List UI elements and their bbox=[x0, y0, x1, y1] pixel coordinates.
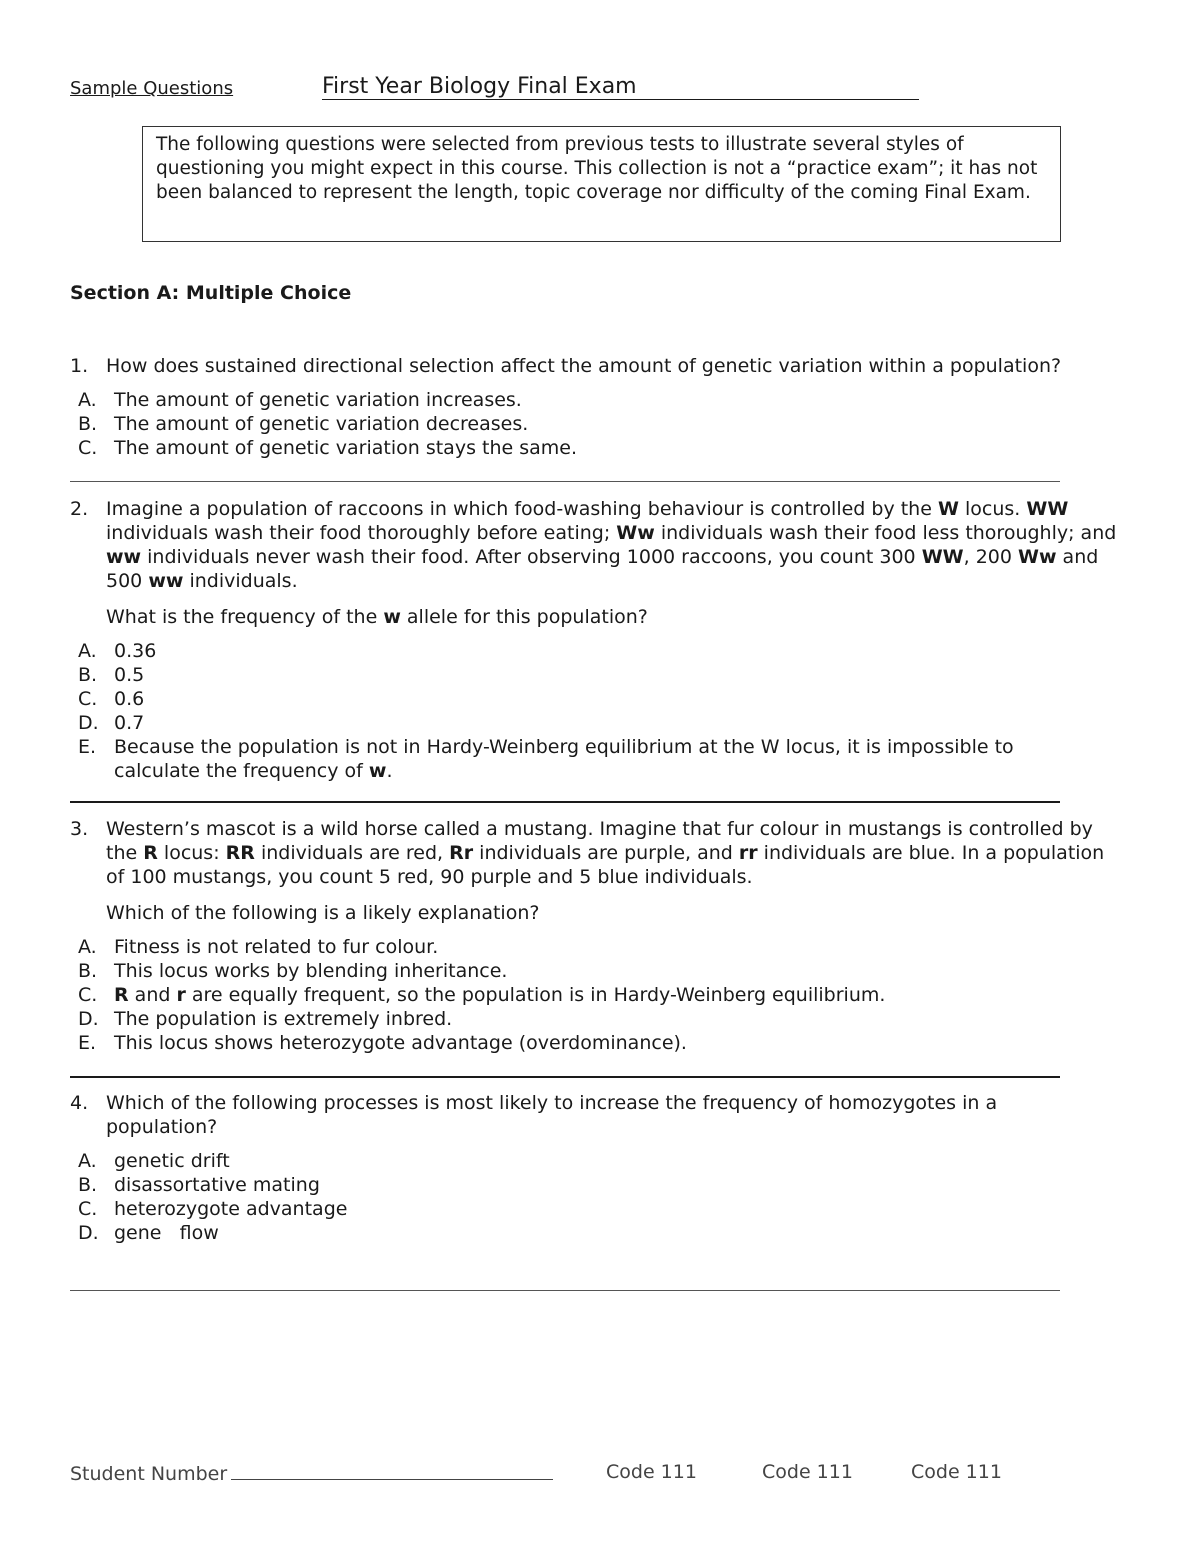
option-label: E. bbox=[78, 1032, 97, 1054]
option-label: A. bbox=[78, 640, 97, 662]
option-d[interactable] bbox=[78, 1221, 1120, 1245]
option-c[interactable] bbox=[78, 436, 1120, 460]
option-a[interactable] bbox=[78, 1149, 1120, 1173]
separator bbox=[70, 1290, 1060, 1291]
option-d[interactable] bbox=[78, 711, 1120, 735]
option-label: C. bbox=[78, 984, 98, 1006]
student-number-field[interactable] bbox=[70, 1461, 553, 1485]
question-2 bbox=[70, 497, 1120, 783]
option-label: C. bbox=[78, 437, 98, 459]
option-label: B. bbox=[78, 960, 98, 982]
question-4 bbox=[70, 1091, 1120, 1245]
option-label: A. bbox=[78, 936, 97, 958]
question-subprompt: Which of the following is a likely explanation? bbox=[106, 902, 540, 924]
option-text: Fitness is not related to fur colour. bbox=[114, 936, 439, 958]
option-text: heterozygote advantage bbox=[114, 1198, 348, 1220]
option-text: The amount of genetic variation increases. bbox=[114, 389, 522, 411]
option-text: genetic drift bbox=[114, 1150, 230, 1172]
code-label-2: Code 111 bbox=[762, 1461, 853, 1483]
question-text: Which of the following processes is most likely to increase the frequency of homozygotes in a population? bbox=[106, 1092, 998, 1138]
option-a[interactable] bbox=[78, 639, 1120, 663]
option-label: C. bbox=[78, 688, 98, 710]
option-text: The amount of genetic variation decreases. bbox=[114, 413, 529, 435]
option-text: 0.6 bbox=[114, 688, 145, 710]
question-number: 1. bbox=[70, 355, 89, 377]
option-c[interactable] bbox=[78, 983, 1120, 1007]
option-label: D. bbox=[78, 712, 99, 734]
option-text: 0.7 bbox=[114, 712, 145, 734]
question-text: Western’s mascot is a wild horse called a mustang. Imagine that fur colour in mustangs is controlled by the R locus: RR individuals are red, Rr individuals are purple, and rr individuals are blue. In a population of 100 mustangs, you count 5 red, 90 purple and 5 blue individuals. bbox=[106, 818, 1105, 888]
option-b[interactable] bbox=[78, 663, 1120, 687]
option-label: B. bbox=[78, 664, 98, 686]
option-text: 0.36 bbox=[114, 640, 157, 662]
question-number: 3. bbox=[70, 818, 89, 840]
options-list bbox=[78, 639, 1120, 783]
option-b[interactable] bbox=[78, 959, 1120, 983]
option-text: disassortative mating bbox=[114, 1174, 320, 1196]
question-number: 4. bbox=[70, 1092, 89, 1114]
option-c[interactable] bbox=[78, 687, 1120, 711]
option-text: The population is extremely inbred. bbox=[114, 1008, 453, 1030]
option-e[interactable] bbox=[78, 735, 1034, 783]
question-1 bbox=[70, 354, 1120, 460]
options-list bbox=[78, 1149, 1120, 1245]
title-underline bbox=[322, 99, 919, 100]
options-list bbox=[78, 388, 1120, 460]
option-label: C. bbox=[78, 1198, 98, 1220]
option-label: A. bbox=[78, 1150, 97, 1172]
intro-text: The following questions were selected from previous tests to illustrate several styles of questioning you might expect in this course. This collection is not a “practice exam”; it has not been balanced to represent the length, topic coverage nor difficulty of the coming Final Exam. bbox=[156, 134, 1038, 203]
option-b[interactable] bbox=[78, 1173, 1120, 1197]
option-d[interactable] bbox=[78, 1007, 1120, 1031]
option-label: A. bbox=[78, 389, 97, 411]
question-3 bbox=[70, 817, 1120, 1055]
student-number-label: Student Number bbox=[70, 1463, 228, 1485]
exam-title: First Year Biology Final Exam bbox=[322, 74, 637, 99]
code-label-1: Code 111 bbox=[606, 1461, 697, 1483]
header-left-label: Sample Questions bbox=[70, 78, 234, 99]
option-label: D. bbox=[78, 1222, 99, 1244]
option-label: E. bbox=[78, 736, 97, 758]
option-a[interactable] bbox=[78, 935, 1120, 959]
question-subprompt: What is the frequency of the w allele for this population? bbox=[106, 606, 648, 628]
separator bbox=[70, 481, 1060, 482]
options-list bbox=[78, 935, 1120, 1055]
option-b[interactable] bbox=[78, 412, 1120, 436]
option-label: B. bbox=[78, 1174, 98, 1196]
question-text: How does sustained directional selection affect the amount of genetic variation within a population? bbox=[106, 355, 1062, 377]
option-text: This locus shows heterozygote advantage (overdominance). bbox=[114, 1032, 687, 1054]
option-text: The amount of genetic variation stays the same. bbox=[114, 437, 578, 459]
intro-box bbox=[142, 126, 1061, 242]
option-a[interactable] bbox=[78, 388, 1120, 412]
section-title: Section A: Multiple Choice bbox=[70, 282, 352, 304]
option-text: 0.5 bbox=[114, 664, 145, 686]
question-text: Imagine a population of raccoons in which food-washing behaviour is controlled by the W locus. WW individuals wash their food thoroughly before eating; Ww individuals wash their food less thoroughly; and ww individuals never wash their food. After observing 1000 raccoons, you count 300 WW, 200 Ww and 500 ww individuals. bbox=[106, 498, 1117, 592]
option-label: B. bbox=[78, 413, 98, 435]
option-label: D. bbox=[78, 1008, 99, 1030]
student-number-blank[interactable] bbox=[231, 1461, 553, 1480]
separator bbox=[70, 1076, 1060, 1078]
option-text: gene flow bbox=[114, 1222, 219, 1244]
option-text: R and r are equally frequent, so the population is in Hardy-Weinberg equilibrium. bbox=[114, 984, 886, 1006]
option-text: This locus works by blending inheritance. bbox=[114, 960, 508, 982]
code-label-3: Code 111 bbox=[911, 1461, 1002, 1483]
option-e[interactable] bbox=[78, 1031, 1120, 1055]
separator bbox=[70, 801, 1060, 803]
option-text: Because the population is not in Hardy-Weinberg equilibrium at the W locus, it is impossible to calculate the frequency of w. bbox=[114, 736, 1014, 782]
option-c[interactable] bbox=[78, 1197, 1120, 1221]
question-number: 2. bbox=[70, 498, 89, 520]
